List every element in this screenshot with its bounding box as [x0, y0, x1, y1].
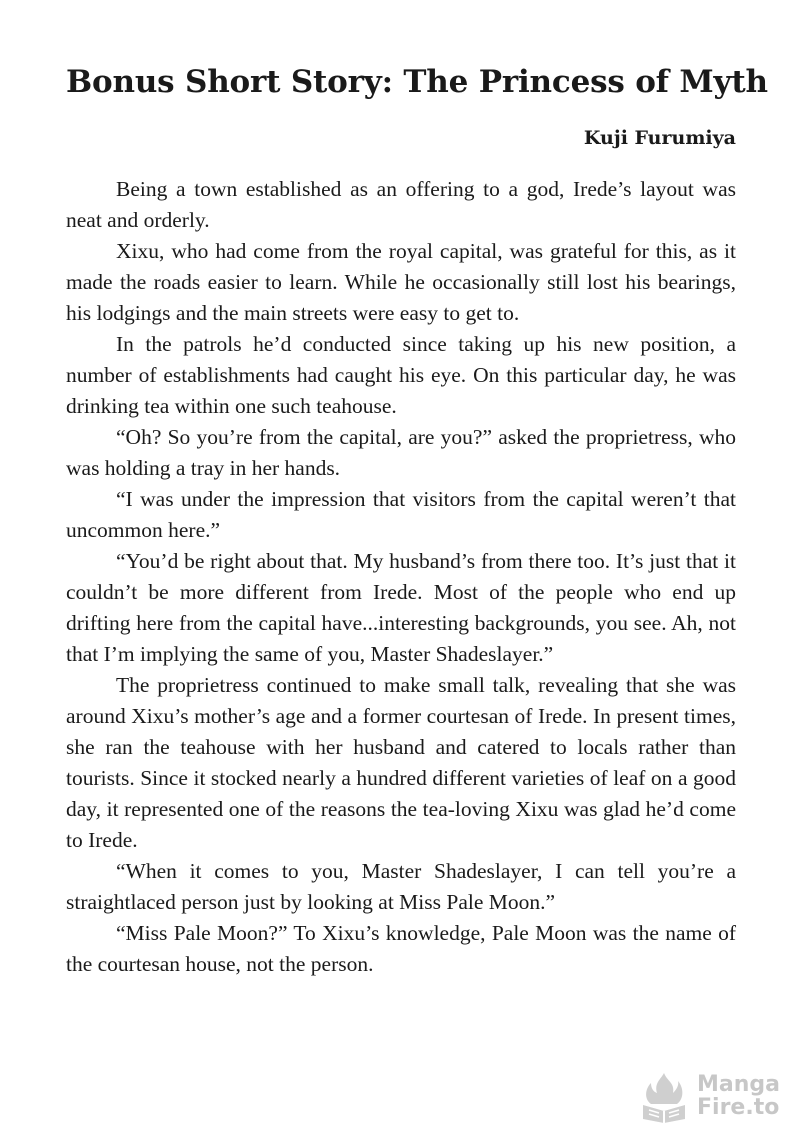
paragraph: “When it comes to you, Master Shadeslayer, I can tell you’re a straightlaced person just by looking at Miss Pale Moon.”	[66, 859, 736, 914]
watermark-text	[697, 1073, 780, 1119]
paragraph: The proprietress continued to make small talk, revealing that she was around Xixu’s mother’s age and a former courtesan of Irede. In present times, she ran the teahouse with her husband and catered to locals rather than tourists. Since it stocked nearly a hundred different varieties of leaf on a good day, it represented one of the reasons the tea-loving Xixu was glad he’d come to Irede.	[66, 673, 736, 852]
story-body	[66, 174, 736, 980]
flame-book-icon	[637, 1069, 691, 1123]
story-title: Bonus Short Story: The Princess of Myth	[66, 64, 768, 100]
watermark-line-1: Manga	[697, 1072, 780, 1097]
paragraph: Being a town established as an offering to a god, Irede’s layout was neat and orderly.	[66, 177, 736, 232]
paragraph: In the patrols he’d conducted since taking up his new position, a number of establishments had caught his eye. On this particular day, he was drinking tea within one such teahouse.	[66, 332, 736, 418]
author-name: Kuji Furumiya	[583, 127, 736, 149]
paragraph: “I was under the impression that visitors from the capital weren’t that uncommon here.”	[66, 487, 736, 542]
paragraph: “Oh? So you’re from the capital, are you?” asked the proprietress, who was holding a tray in her hands.	[66, 425, 736, 480]
watermark	[637, 1069, 780, 1123]
paragraph: Xixu, who had come from the royal capital, was grateful for this, as it made the roads easier to learn. While he occasionally still lost his bearings, his lodgings and the main streets were easy to get to.	[66, 239, 736, 325]
paragraph: “Miss Pale Moon?” To Xixu’s knowledge, Pale Moon was the name of the courtesan house, not the person.	[66, 921, 736, 976]
document-page	[66, 60, 768, 980]
watermark-line-2: Fire.to	[697, 1095, 780, 1120]
paragraph: “You’d be right about that. My husband’s from there too. It’s just that it couldn’t be more different from Irede. Most of the people who end up drifting here from the capital have...interesting backgrounds, you see. Ah, not that I’m implying the same of you, Master Shadeslayer.”	[66, 549, 736, 666]
